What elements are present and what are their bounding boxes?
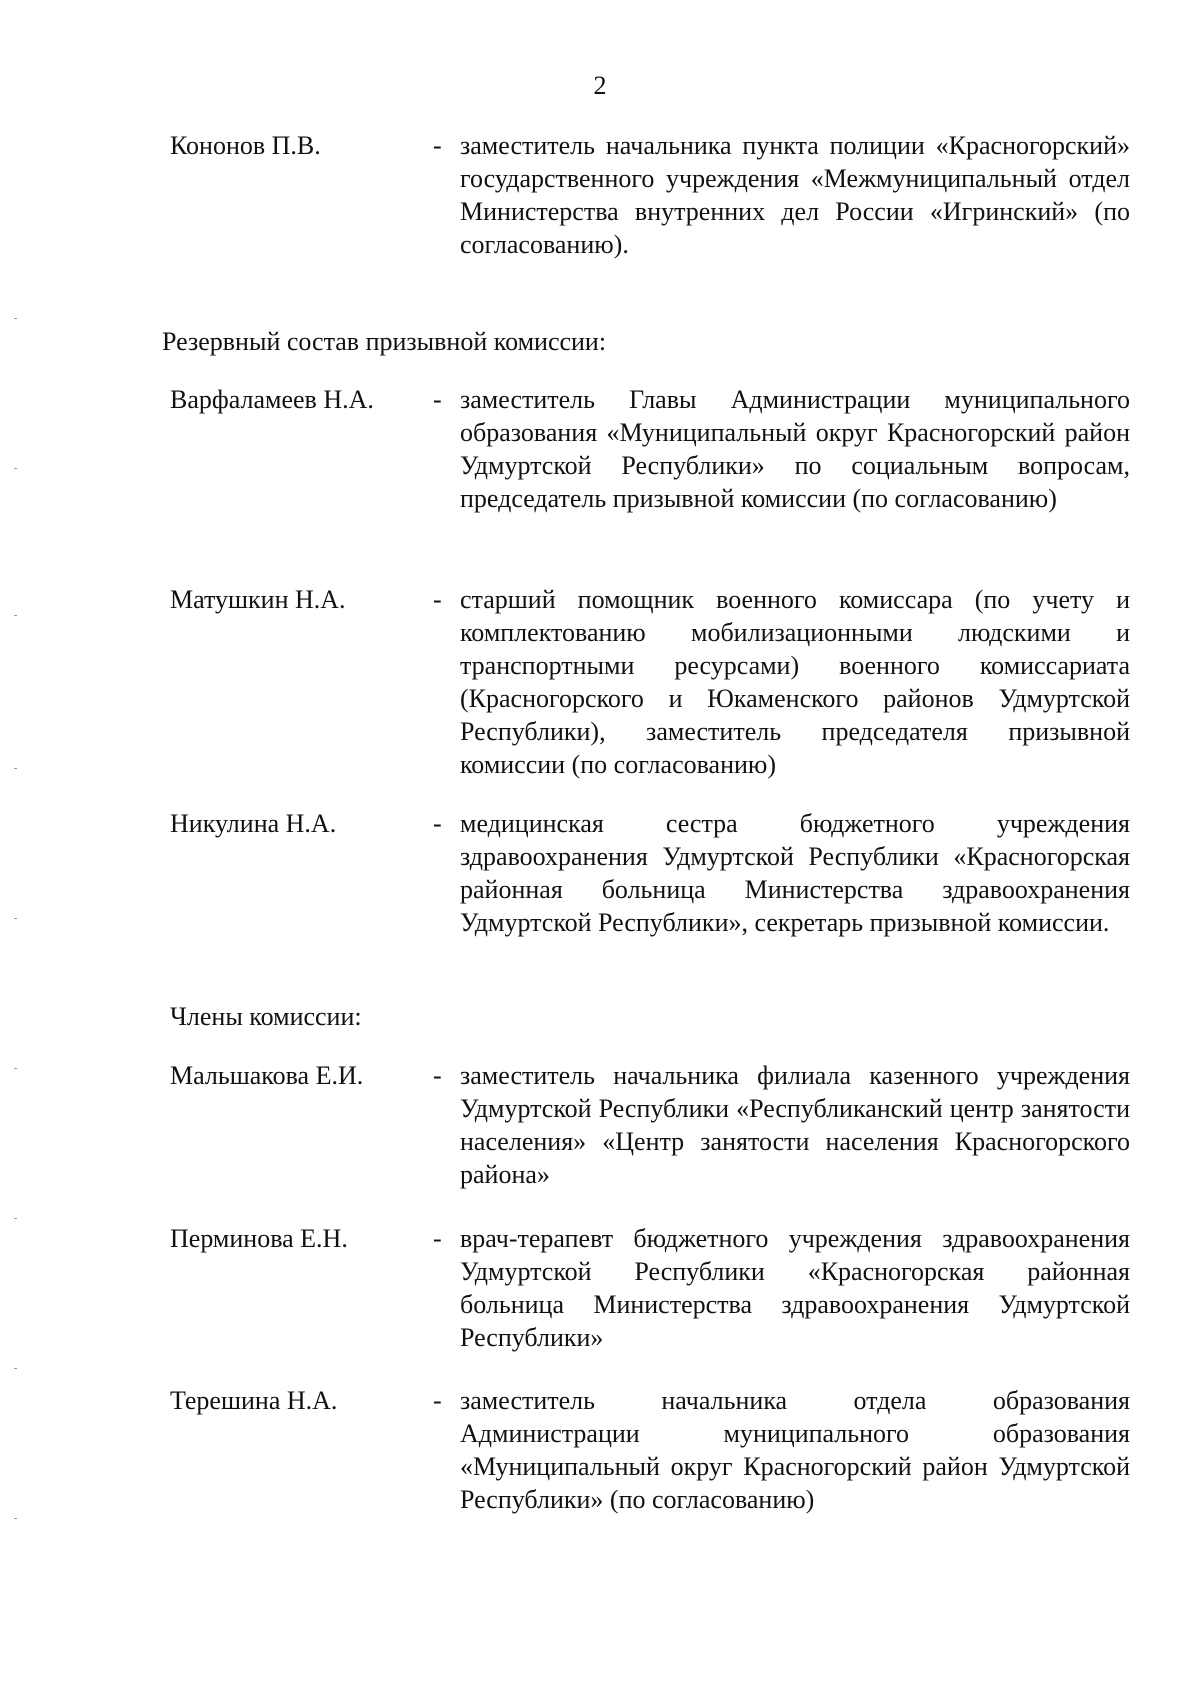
entry-malshakova	[170, 1059, 1130, 1191]
margin-mark	[14, 1218, 17, 1219]
entry-dash: -	[433, 809, 442, 838]
entry-varfalameev	[170, 383, 1130, 515]
entry-description: врач-терапевт бюджетного учреждения здравоохранения Удмуртской Республики «Красногорская районная больница Министерства здравоохранения Удмуртской Республики»	[460, 1224, 1130, 1352]
members-heading: Члены комиссии:	[170, 1002, 362, 1031]
margin-mark	[14, 468, 17, 469]
entry-name: Матушкин Н.А.	[170, 585, 346, 614]
entry-dash: -	[433, 131, 442, 160]
entry-nikulina	[170, 807, 1130, 939]
entry-description: старший помощник военного комиссара (по учету и комплектованию мобилизационными людскими и транспортными ресурсами) военного комиссариата (Красногорского и Юкаменского районов Удмуртской Республики), заместитель председателя призывной комиссии (по согласованию)	[460, 585, 1130, 779]
entry-name: Никулина Н.А.	[170, 809, 337, 838]
page-number: 2	[593, 71, 607, 100]
entry-name: Кононов П.В.	[170, 131, 321, 160]
entry-name: Мальшакова Е.И.	[170, 1061, 364, 1090]
margin-mark	[14, 1518, 17, 1519]
margin-mark	[14, 615, 17, 616]
entry-description: заместитель Главы Администрации муниципального образования «Муниципальный округ Красногорский район Удмуртской Республики» по социальным вопросам, председатель призывной комиссии (по согласованию)	[460, 385, 1130, 513]
entry-description: заместитель начальника отдела образования Администрации муниципального образования «Муниципальный округ Красногорский район Удмуртской Республики» (по согласованию)	[460, 1386, 1130, 1514]
entry-name: Варфаламеев Н.А.	[170, 385, 374, 414]
margin-mark	[14, 318, 17, 319]
entry-description: заместитель начальника пункта полиции «Красногорский» государственного учреждения «Межмуниципальный отдел Министерства внутренних дел России «Игринский» (по согласованию).	[460, 131, 1130, 259]
entry-dash: -	[433, 385, 442, 414]
margin-mark	[14, 1068, 17, 1069]
margin-mark	[14, 768, 17, 769]
entry-kononov	[170, 129, 1130, 261]
reserve-heading: Резервный состав призывной комиссии:	[162, 327, 607, 356]
entry-matushkin	[170, 583, 1130, 781]
entry-dash: -	[433, 585, 442, 614]
entry-dash: -	[433, 1061, 442, 1090]
entry-dash: -	[433, 1386, 442, 1415]
entry-name: Терешина Н.А.	[170, 1386, 338, 1415]
entry-tereshina	[170, 1384, 1130, 1516]
margin-mark	[14, 1368, 17, 1369]
entry-description: медицинская сестра бюджетного учреждения здравоохранения Удмуртской Республики «Красногорская районная больница Министерства здравоохранения Удмуртской Республики», секретарь призывной комиссии.	[460, 809, 1130, 937]
entry-dash: -	[433, 1224, 442, 1253]
margin-mark	[14, 918, 17, 919]
entry-description: заместитель начальника филиала казенного учреждения Удмуртской Республики «Республиканский центр занятости населения» «Центр занятости населения Красногорского района»	[460, 1061, 1130, 1189]
entry-perminova	[170, 1222, 1130, 1354]
entry-name: Перминова Е.Н.	[170, 1224, 348, 1253]
